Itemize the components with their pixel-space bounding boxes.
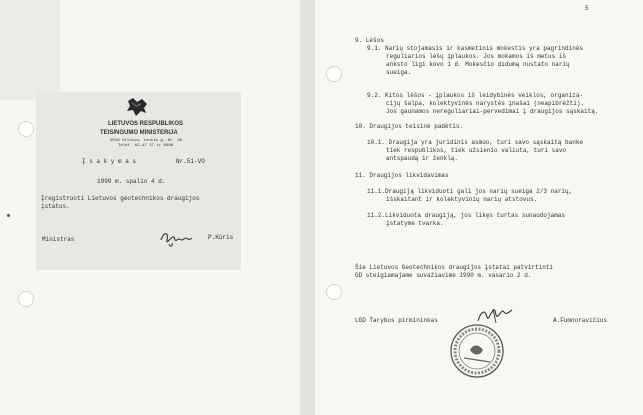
coat-of-arms-icon [124, 96, 150, 118]
text-line: sueiga. [386, 69, 412, 76]
text-line: 10.1. Draugija yra juridinis asmuo, turi savo sąskaitą banke [367, 139, 584, 146]
text-line: išskaitant ir kolektyvinių narių atstovus. [386, 196, 538, 203]
text-line: 10. Draugijos teisinė padėtis. [355, 123, 464, 130]
order-label: Į s a k y m a s [82, 158, 137, 165]
page-gutter [300, 0, 315, 415]
punch-hole [18, 121, 34, 137]
page-number: 5 [585, 5, 589, 12]
chair-name: A.Fumnoravičius [553, 317, 608, 324]
ministry-header-line1: LIETUVOS RESPUBLIKOS [108, 121, 184, 127]
text-line: 9. Lėšos [355, 37, 384, 44]
text-line: reguliarios lėšų įplaukos. Jos mokamos iš metus iš [386, 53, 567, 60]
minister-signature [158, 228, 198, 248]
order-body-line1: Įregistruoti Lietuvos geotechnikos draugijos [41, 195, 200, 202]
punch-hole [326, 284, 342, 300]
text-line: antspaudą ir ženklą. [386, 155, 459, 162]
left-page [0, 0, 300, 415]
text-line: įstatyme tvarka. [386, 220, 444, 227]
text-line: anksto ligi kovo 1 d. Mokesčio didumą nustato narių [386, 61, 570, 68]
text-line: 11.1.Draugiją likviduoti gali jos narių sueiga 2/3 narių, [367, 188, 573, 195]
ministry-header-line2: TEISINGUMO MINISTERIJA [100, 130, 178, 136]
order-number: Nr.51-VO [176, 158, 205, 165]
text-line: 11.2.Likviduota draugiją, jos likęs turtas sunaudojamas [367, 212, 566, 219]
ministry-phone: Telef. 62-47 27 ir 6888 [118, 144, 174, 148]
right-page [315, 0, 643, 415]
order-body-line2: įstatus. [41, 203, 70, 210]
text-line: 9.2. Kitos lėšos - įplaukos iš leidybinės veiklos, organiza- [367, 92, 584, 99]
punch-hole [326, 66, 342, 82]
text-line: tiek respublikos, tiek užsienio valiuta, turi savo [386, 147, 567, 154]
text-line: 9.1. Narių stojamasis ir kasmetinis mokestis yra pagrindinės [367, 45, 584, 52]
minister-name: P.Kūris [208, 234, 234, 241]
scan-speck [7, 214, 10, 217]
official-stamp [448, 322, 506, 380]
text-line: GD steigiamajame suvažiavime 1990 m. vasario 2 d. [355, 272, 532, 279]
ministry-address: 2019 Vilnius, Lenkio g. Nr. 36 [110, 139, 183, 143]
order-date: 1990 m. spalio 4 d. [97, 178, 166, 185]
chair-label: LGD Tarybos pirmininkas [355, 317, 438, 324]
minister-label: Ministras [42, 236, 75, 243]
text-line: cijų šalpa, kolektyvinės narystės įnašai (neapibrėžti). [386, 100, 585, 107]
text-line: Šie Lietuvos Geotechnikos draugijos įstatai patvirtinti [355, 264, 554, 271]
text-line: 11. Draugijos likvidavimas [355, 172, 449, 179]
punch-hole [18, 291, 34, 307]
scan-shadow [0, 0, 60, 100]
text-line: Jos gaunamos nereguliariai-pervedimai į draugijos sąskaitą. [386, 108, 599, 115]
